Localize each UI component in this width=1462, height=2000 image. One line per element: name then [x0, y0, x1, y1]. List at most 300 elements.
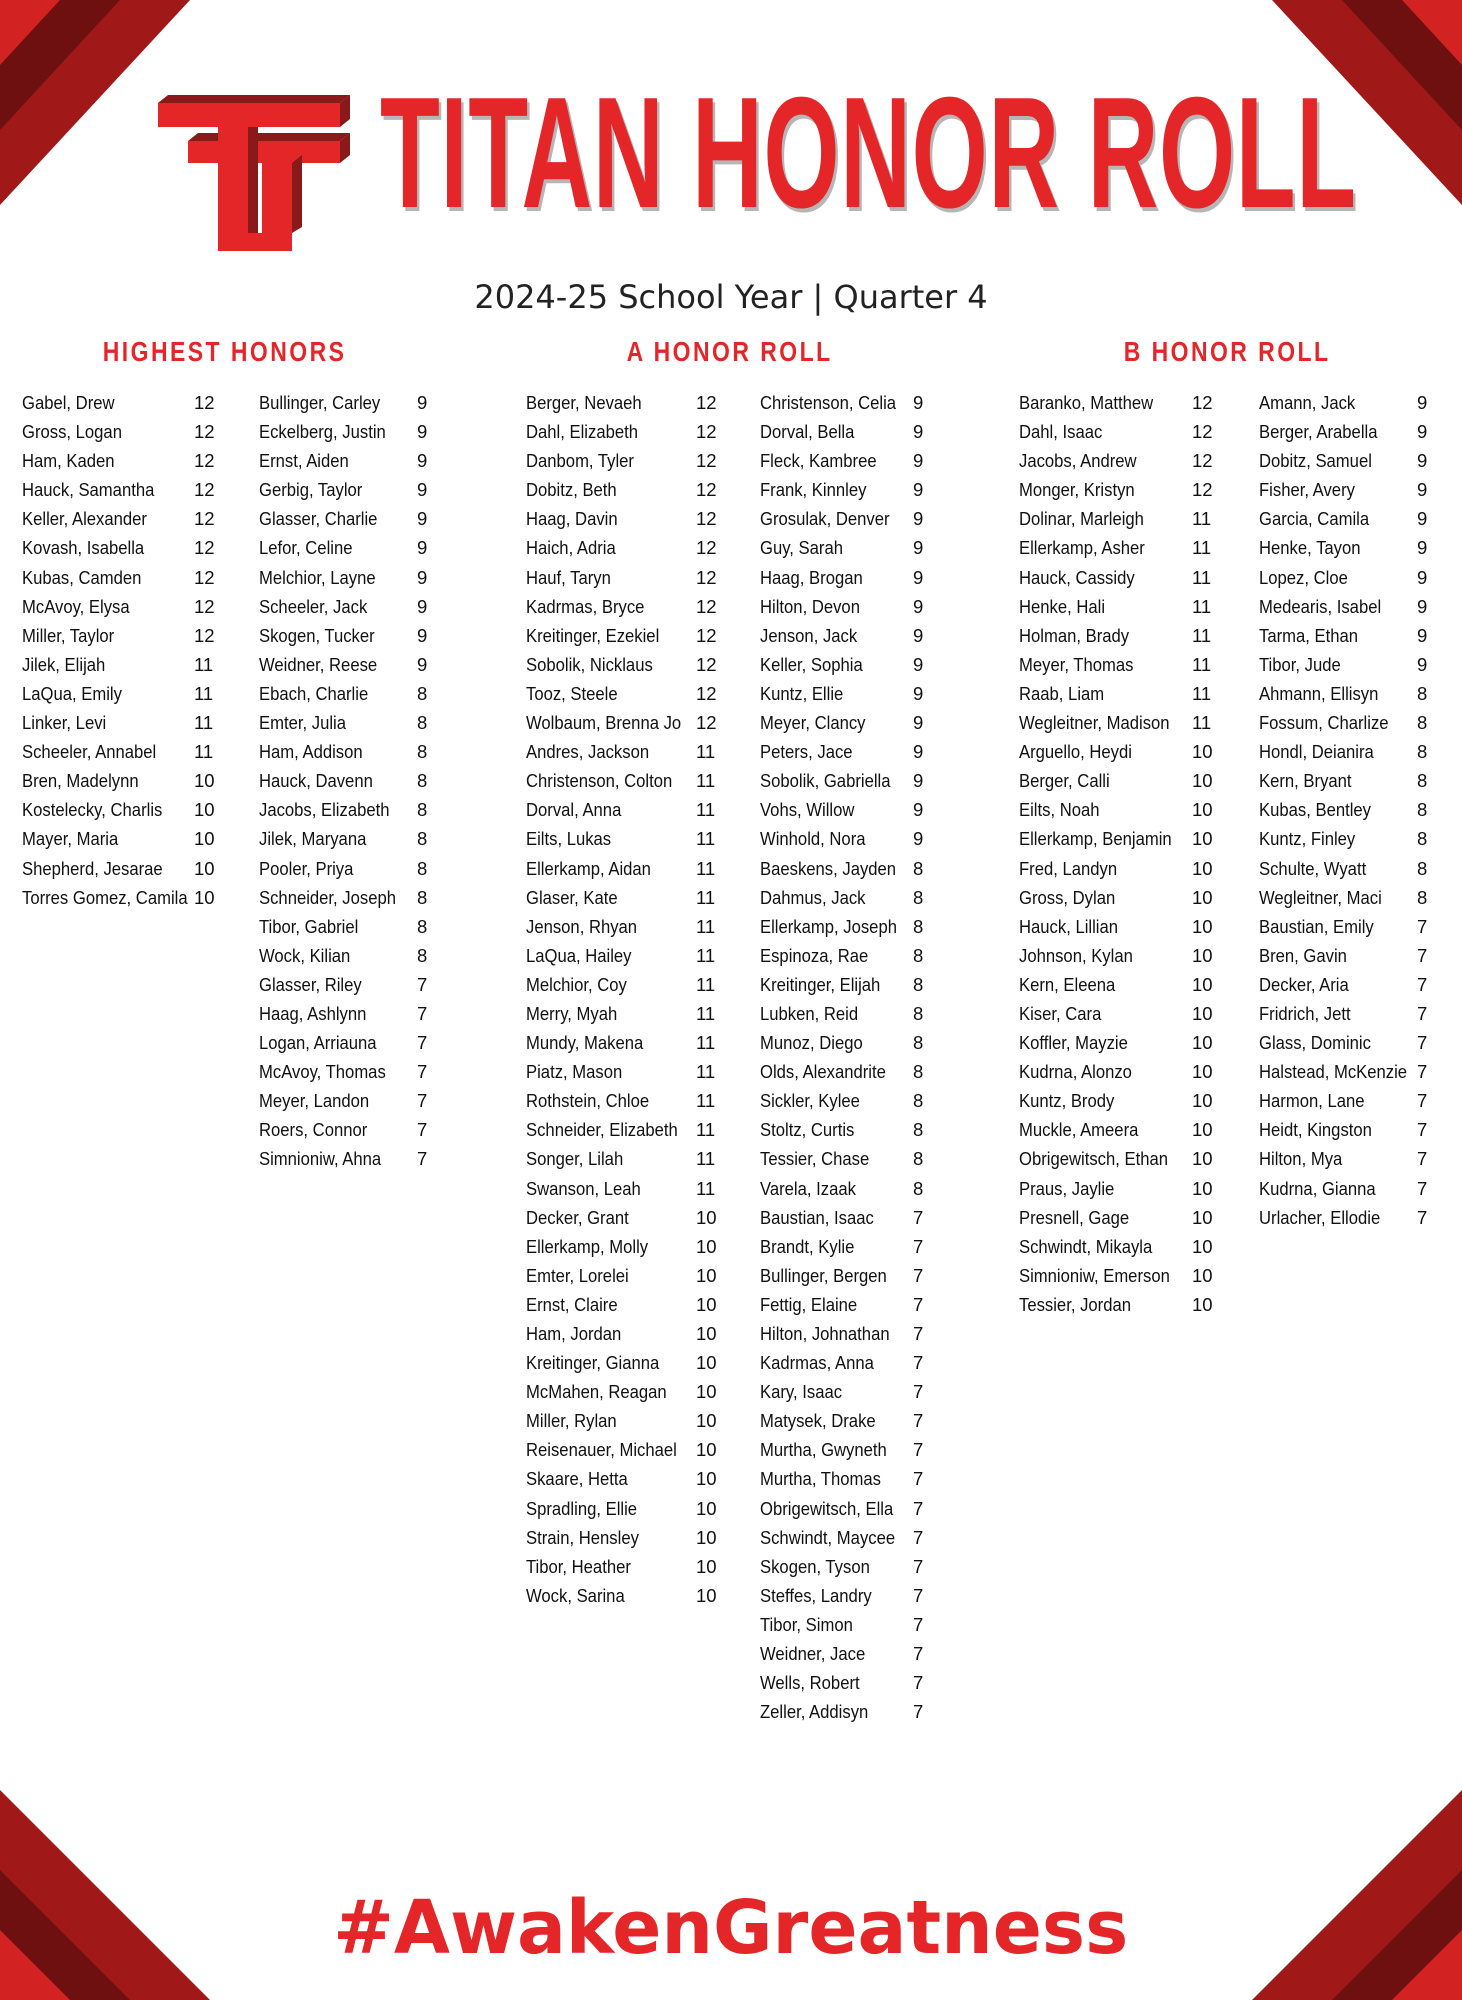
student-name: Jilek, Elijah: [22, 653, 106, 675]
student-grade: 7: [417, 973, 428, 995]
student-name: Wegleitner, Maci: [1259, 886, 1382, 908]
student-grade: 9: [913, 828, 924, 850]
student-grade: 11: [1192, 595, 1212, 617]
student-name: Espinoza, Rae: [760, 944, 869, 966]
honor-roll-entry: [760, 388, 930, 417]
honor-roll-entry: [526, 1028, 721, 1057]
student-name: Harmon, Lane: [1259, 1090, 1365, 1112]
student-grade: 8: [913, 1119, 924, 1141]
honor-roll-entry: [22, 592, 217, 621]
student-grade: 12: [696, 392, 717, 413]
honor-roll-entry: [526, 1232, 721, 1261]
student-name: Sickler, Kylee: [760, 1090, 860, 1112]
honor-roll-entry: [526, 766, 721, 795]
student-grade: 11: [696, 770, 716, 792]
student-name: Gabel, Drew: [22, 392, 115, 413]
student-grade: 9: [913, 741, 924, 763]
student-name: Schulte, Wyatt: [1259, 857, 1367, 879]
honor-roll-entry: [259, 795, 434, 824]
student-grade: 8: [913, 1148, 924, 1170]
honor-roll-entry: [1259, 737, 1434, 766]
student-name: McMahen, Reagan: [526, 1381, 667, 1403]
student-grade: 11: [696, 1177, 716, 1199]
student-name: Berger, Arabella: [1259, 421, 1378, 443]
student-name: Merry, Myah: [526, 1002, 618, 1024]
student-grade: 10: [1192, 1090, 1213, 1112]
heading-b-honor-roll: B HONOR ROLL: [1124, 336, 1331, 367]
honor-roll-entry: [22, 446, 217, 475]
student-name: Tooz, Steele: [526, 682, 618, 704]
student-grade: 12: [194, 624, 215, 646]
honor-roll-entry: [760, 970, 930, 999]
honor-roll-entry: [526, 1115, 721, 1144]
student-name: Murtha, Gwyneth: [760, 1439, 887, 1461]
honor-roll-entry: [760, 1494, 930, 1523]
honor-roll-entry: [1259, 1057, 1434, 1086]
student-name: Ellerkamp, Joseph: [760, 915, 897, 937]
student-name: Fettig, Elaine: [760, 1293, 858, 1315]
honor-roll-entry: [1019, 766, 1219, 795]
honor-roll-entry: [760, 1057, 930, 1086]
student-name: Kreitinger, Gianna: [526, 1352, 660, 1374]
honor-roll-entry: [760, 1610, 930, 1639]
student-grade: 8: [913, 1061, 924, 1083]
student-name: Sobolik, Nicklaus: [526, 653, 653, 675]
honor-roll-entry: [1019, 533, 1219, 562]
student-grade: 12: [696, 653, 717, 675]
student-name: Dolinar, Marleigh: [1019, 508, 1144, 530]
honor-roll-entry: [760, 1668, 930, 1697]
student-name: Kadrmas, Bryce: [526, 595, 645, 617]
student-grade: 10: [1192, 1293, 1213, 1315]
student-grade: 9: [417, 566, 428, 588]
student-grade: 12: [194, 595, 215, 617]
honor-roll-entry: [760, 621, 930, 650]
student-grade: 8: [913, 915, 924, 937]
honor-roll-entry: [1019, 1144, 1219, 1173]
student-name: McAvoy, Thomas: [259, 1061, 386, 1083]
student-name: Jilek, Maryana: [259, 828, 367, 850]
honor-roll-entry: [760, 854, 930, 883]
student-name: Wells, Robert: [760, 1672, 860, 1694]
student-name: Dobitz, Beth: [526, 479, 617, 501]
student-grade: 9: [1417, 508, 1428, 530]
student-grade: 10: [696, 1206, 717, 1228]
student-name: Simnioniw, Emerson: [1019, 1264, 1170, 1286]
student-grade: 12: [1192, 392, 1213, 413]
honor-roll-entry: [259, 475, 434, 504]
honor-roll-entry: [1259, 504, 1434, 533]
honor-roll-entry: [1019, 1115, 1219, 1144]
student-name: Simnioniw, Ahna: [259, 1148, 382, 1170]
student-grade: 9: [417, 624, 428, 646]
student-grade: 10: [1192, 1264, 1213, 1286]
honor-roll-entry: [1019, 1261, 1219, 1290]
honor-roll-entry: [526, 883, 721, 912]
student-name: Hauck, Lillian: [1019, 915, 1119, 937]
honor-roll-entry: [1259, 1086, 1434, 1115]
student-grade: 8: [913, 1032, 924, 1054]
honor-roll-entry: [526, 912, 721, 941]
student-grade: 11: [696, 973, 716, 995]
honor-roll-entry: [760, 941, 930, 970]
student-grade: 12: [1192, 421, 1213, 443]
student-grade: 11: [696, 915, 716, 937]
highest-honors-list-1: [22, 388, 217, 912]
student-grade: 9: [913, 537, 924, 559]
student-grade: 9: [913, 799, 924, 821]
honor-roll-entry: [259, 533, 434, 562]
honor-roll-entry: [1019, 708, 1219, 737]
honor-roll-entry: [1259, 883, 1434, 912]
student-grade: 11: [696, 1002, 716, 1024]
student-name: Kreitinger, Elijah: [760, 973, 881, 995]
student-grade: 8: [417, 915, 428, 937]
honor-roll-entry: [760, 1115, 930, 1144]
student-grade: 10: [696, 1584, 717, 1606]
student-grade: 9: [913, 682, 924, 704]
student-grade: 12: [696, 566, 717, 588]
student-grade: 9: [913, 450, 924, 472]
student-grade: 10: [1192, 915, 1213, 937]
student-grade: 9: [913, 508, 924, 530]
honor-roll-entry: [259, 854, 434, 883]
student-name: Guy, Sarah: [760, 537, 843, 559]
student-name: Kiser, Cara: [1019, 1002, 1102, 1024]
student-grade: 9: [913, 624, 924, 646]
student-grade: 11: [696, 1061, 716, 1083]
student-name: Swanson, Leah: [526, 1177, 641, 1199]
student-name: Fossum, Charlize: [1259, 712, 1389, 734]
student-grade: 8: [417, 944, 428, 966]
heading-highest-honors: HIGHEST HONORS: [103, 336, 347, 367]
honor-roll-entry: [259, 883, 434, 912]
student-grade: 7: [913, 1584, 924, 1606]
student-name: Ebach, Charlie: [259, 682, 369, 704]
student-name: Lopez, Cloe: [1259, 566, 1348, 588]
student-name: Tessier, Chase: [760, 1148, 870, 1170]
student-name: Eilts, Lukas: [526, 828, 612, 850]
student-grade: 10: [696, 1497, 717, 1519]
student-grade: 9: [1417, 624, 1428, 646]
student-grade: 11: [696, 741, 716, 763]
student-grade: 7: [417, 1119, 428, 1141]
honor-roll-entry: [1259, 475, 1434, 504]
student-grade: 12: [696, 712, 717, 734]
student-name: Matysek, Drake: [760, 1410, 876, 1432]
honor-roll-entry: [760, 1464, 930, 1493]
student-grade: 11: [194, 653, 214, 675]
student-name: Glasser, Charlie: [259, 508, 378, 530]
student-name: Raab, Liam: [1019, 682, 1105, 704]
honor-roll-entry: [526, 1348, 721, 1377]
student-grade: 7: [1417, 1206, 1428, 1228]
honor-roll-entry: [760, 795, 930, 824]
student-name: Henke, Tayon: [1259, 537, 1361, 559]
student-grade: 8: [417, 770, 428, 792]
student-name: Obrigewitsch, Ella: [760, 1497, 894, 1519]
student-grade: 12: [696, 624, 717, 646]
student-name: Jenson, Rhyan: [526, 915, 638, 937]
titan-tt-logo-icon: [158, 95, 350, 251]
honor-roll-entry: [526, 1377, 721, 1406]
student-name: Ernst, Aiden: [259, 450, 349, 472]
student-name: Vohs, Willow: [760, 799, 855, 821]
student-grade: 11: [696, 1119, 716, 1141]
student-name: Keller, Sophia: [760, 653, 863, 675]
student-name: Kern, Bryant: [1259, 770, 1352, 792]
page-title: TITAN HONOR ROLL: [380, 65, 1357, 241]
honor-roll-entry: [760, 708, 930, 737]
student-grade: 11: [696, 828, 716, 850]
honor-roll-entry: [22, 766, 217, 795]
honor-roll-entry: [259, 1028, 434, 1057]
student-grade: 10: [194, 886, 215, 908]
student-name: Glaser, Kate: [526, 886, 618, 908]
student-name: Wegleitner, Madison: [1019, 712, 1170, 734]
student-grade: 8: [417, 828, 428, 850]
honor-roll-entry: [760, 1086, 930, 1115]
student-grade: 9: [1417, 653, 1428, 675]
heading-a-honor-roll: A HONOR ROLL: [627, 336, 833, 367]
student-grade: 7: [1417, 1032, 1428, 1054]
student-name: Mayer, Maria: [22, 828, 119, 850]
student-name: Schwindt, Mikayla: [1019, 1235, 1153, 1257]
honor-roll-entry: [22, 795, 217, 824]
student-name: Dahl, Isaac: [1019, 421, 1103, 443]
student-name: Fridrich, Jett: [1259, 1002, 1351, 1024]
student-name: Keller, Alexander: [22, 508, 147, 530]
student-name: Murtha, Thomas: [760, 1468, 881, 1490]
honor-roll-entry: [1259, 1203, 1434, 1232]
student-name: Hilton, Johnathan: [760, 1323, 890, 1344]
student-grade: 7: [417, 1090, 428, 1112]
student-grade: 9: [417, 653, 428, 675]
student-name: Gross, Logan: [22, 421, 122, 443]
student-grade: 10: [1192, 944, 1213, 966]
student-name: Meyer, Clancy: [760, 712, 866, 734]
student-name: Baranko, Matthew: [1019, 392, 1154, 413]
honor-roll-entry: [760, 912, 930, 941]
honor-roll-entry: [1019, 592, 1219, 621]
honor-roll-entry: [22, 533, 217, 562]
honor-roll-entry: [259, 912, 434, 941]
student-name: Winhold, Nora: [760, 828, 866, 850]
honor-roll-entry: [1259, 417, 1434, 446]
honor-roll-entry: [259, 679, 434, 708]
student-name: Tarma, Ethan: [1259, 624, 1359, 646]
honor-roll-entry: [259, 824, 434, 853]
student-grade: 7: [417, 1148, 428, 1170]
b-honor-list-2: [1259, 388, 1434, 1232]
student-name: Ellerkamp, Benjamin: [1019, 828, 1172, 850]
honor-roll-entry: [1019, 1086, 1219, 1115]
honor-roll-entry: [22, 621, 217, 650]
student-name: Garcia, Camila: [1259, 508, 1370, 530]
student-name: Obrigewitsch, Ethan: [1019, 1148, 1169, 1170]
student-name: Ham, Jordan: [526, 1323, 622, 1344]
student-name: Dobitz, Samuel: [1259, 450, 1372, 472]
honor-roll-entry: [259, 970, 434, 999]
student-name: Ham, Kaden: [22, 450, 115, 472]
student-grade: 7: [417, 1032, 428, 1054]
student-grade: 7: [913, 1468, 924, 1490]
highest-honors-list-2: [259, 388, 434, 1174]
student-grade: 9: [913, 770, 924, 792]
honor-roll-entry: [760, 1203, 930, 1232]
honor-roll-entry: [760, 679, 930, 708]
student-name: Lefor, Celine: [259, 537, 353, 559]
student-grade: 11: [1192, 712, 1212, 734]
honor-roll-entry: [760, 883, 930, 912]
honor-roll-entry: [259, 592, 434, 621]
honor-roll-entry: [1019, 854, 1219, 883]
student-grade: 11: [696, 1032, 716, 1054]
student-name: Peters, Jace: [760, 741, 853, 763]
honor-roll-entry: [526, 1581, 721, 1610]
student-name: Tibor, Gabriel: [259, 915, 359, 937]
student-name: Decker, Grant: [526, 1206, 629, 1228]
student-grade: 11: [1192, 537, 1212, 559]
student-name: Baustian, Emily: [1259, 915, 1374, 937]
honor-roll-entry: [22, 883, 217, 912]
student-grade: 10: [1192, 1206, 1213, 1228]
student-grade: 8: [1417, 741, 1428, 763]
honor-roll-entry: [760, 446, 930, 475]
honor-roll-entry: [259, 999, 434, 1028]
honor-roll-entry: [22, 679, 217, 708]
student-grade: 11: [696, 799, 716, 821]
student-grade: 8: [417, 799, 428, 821]
student-name: Jacobs, Andrew: [1019, 450, 1137, 472]
student-name: Johnson, Kylan: [1019, 944, 1133, 966]
honor-roll-entry: [526, 941, 721, 970]
honor-roll-entry: [760, 533, 930, 562]
student-grade: 12: [194, 392, 215, 413]
student-name: Stoltz, Curtis: [760, 1119, 855, 1141]
student-grade: 11: [1192, 566, 1212, 588]
student-name: Torres Gomez, Camila: [22, 886, 188, 908]
student-grade: 8: [913, 1177, 924, 1199]
student-name: Meyer, Landon: [259, 1090, 370, 1112]
student-grade: 10: [194, 799, 215, 821]
student-grade: 9: [1417, 595, 1428, 617]
student-name: Henke, Hali: [1019, 595, 1106, 617]
student-grade: 10: [696, 1381, 717, 1403]
student-grade: 7: [913, 1497, 924, 1519]
student-grade: 10: [696, 1410, 717, 1432]
student-name: Strain, Hensley: [526, 1526, 639, 1548]
honor-roll-entry: [526, 1552, 721, 1581]
student-name: Amann, Jack: [1259, 392, 1356, 413]
student-grade: 11: [696, 1148, 716, 1170]
student-grade: 7: [913, 1555, 924, 1577]
honor-roll-entry: [526, 1464, 721, 1493]
student-name: Melchior, Layne: [259, 566, 376, 588]
honor-roll-entry: [1019, 1290, 1219, 1319]
student-grade: 9: [1417, 450, 1428, 472]
student-name: Spradling, Ellie: [526, 1497, 638, 1519]
a-honor-list-1: [526, 388, 721, 1610]
honor-roll-entry: [1019, 621, 1219, 650]
honor-roll-entry: [1259, 766, 1434, 795]
student-grade: 10: [696, 1323, 717, 1344]
student-grade: 7: [913, 1293, 924, 1315]
student-name: Skogen, Tucker: [259, 624, 375, 646]
honor-roll-entry: [760, 1261, 930, 1290]
honor-roll-entry: [760, 737, 930, 766]
student-grade: 10: [1192, 886, 1213, 908]
honor-roll-entry: [760, 1552, 930, 1581]
student-name: Kudrna, Gianna: [1259, 1177, 1376, 1199]
student-grade: 10: [1192, 1002, 1213, 1024]
student-grade: 10: [1192, 973, 1213, 995]
page-subtitle: 2024-25 School Year | Quarter 4: [474, 278, 988, 316]
student-name: Monger, Kristyn: [1019, 479, 1135, 501]
honor-roll-entry: [22, 824, 217, 853]
student-name: Kuntz, Finley: [1259, 828, 1356, 850]
honor-roll-entry: [1259, 795, 1434, 824]
honor-roll-entry: [760, 1406, 930, 1435]
student-name: Berger, Nevaeh: [526, 392, 642, 413]
student-grade: 7: [1417, 1177, 1428, 1199]
student-grade: 9: [1417, 537, 1428, 559]
student-grade: 10: [1192, 1148, 1213, 1170]
student-name: Pooler, Priya: [259, 857, 354, 879]
student-name: Bullinger, Carley: [259, 392, 381, 413]
honor-roll-entry: [526, 1319, 721, 1348]
honor-roll-entry: [1019, 504, 1219, 533]
honor-roll-entry: [22, 417, 217, 446]
student-grade: 8: [417, 682, 428, 704]
student-name: McAvoy, Elysa: [22, 595, 130, 617]
honor-roll-entry: [526, 1290, 721, 1319]
honor-roll-entry: [760, 475, 930, 504]
student-grade: 10: [1192, 1119, 1213, 1141]
honor-roll-entry: [1259, 533, 1434, 562]
student-name: Hilton, Devon: [760, 595, 860, 617]
student-grade: 11: [696, 944, 716, 966]
student-name: Miller, Taylor: [22, 624, 115, 646]
honor-roll-entry: [760, 1144, 930, 1173]
honor-roll-entry: [259, 708, 434, 737]
honor-roll-entry: [526, 1086, 721, 1115]
honor-roll-entry: [1019, 650, 1219, 679]
student-grade: 7: [913, 1526, 924, 1548]
honor-roll-entry: [1259, 1115, 1434, 1144]
student-name: Christenson, Celia: [760, 392, 897, 413]
honor-roll-entry: [760, 650, 930, 679]
honor-roll-entry: [1259, 941, 1434, 970]
honor-roll-entry: [1019, 417, 1219, 446]
student-name: Kudrna, Alonzo: [1019, 1061, 1132, 1083]
student-name: Arguello, Heydi: [1019, 741, 1132, 763]
honor-roll-entry: [1019, 999, 1219, 1028]
student-grade: 12: [696, 479, 717, 501]
student-name: Kovash, Isabella: [22, 537, 145, 559]
honor-roll-entry: [1019, 824, 1219, 853]
student-name: Eckelberg, Justin: [259, 421, 386, 443]
student-grade: 7: [1417, 1090, 1428, 1112]
student-grade: 9: [913, 566, 924, 588]
honor-roll-entry: [22, 475, 217, 504]
honor-roll-entry: [1259, 1144, 1434, 1173]
student-name: Haag, Ashlynn: [259, 1002, 367, 1024]
honor-roll-entry: [1019, 883, 1219, 912]
honor-roll-entry: [1019, 679, 1219, 708]
honor-roll-entry: [1259, 854, 1434, 883]
honor-roll-entry: [526, 679, 721, 708]
